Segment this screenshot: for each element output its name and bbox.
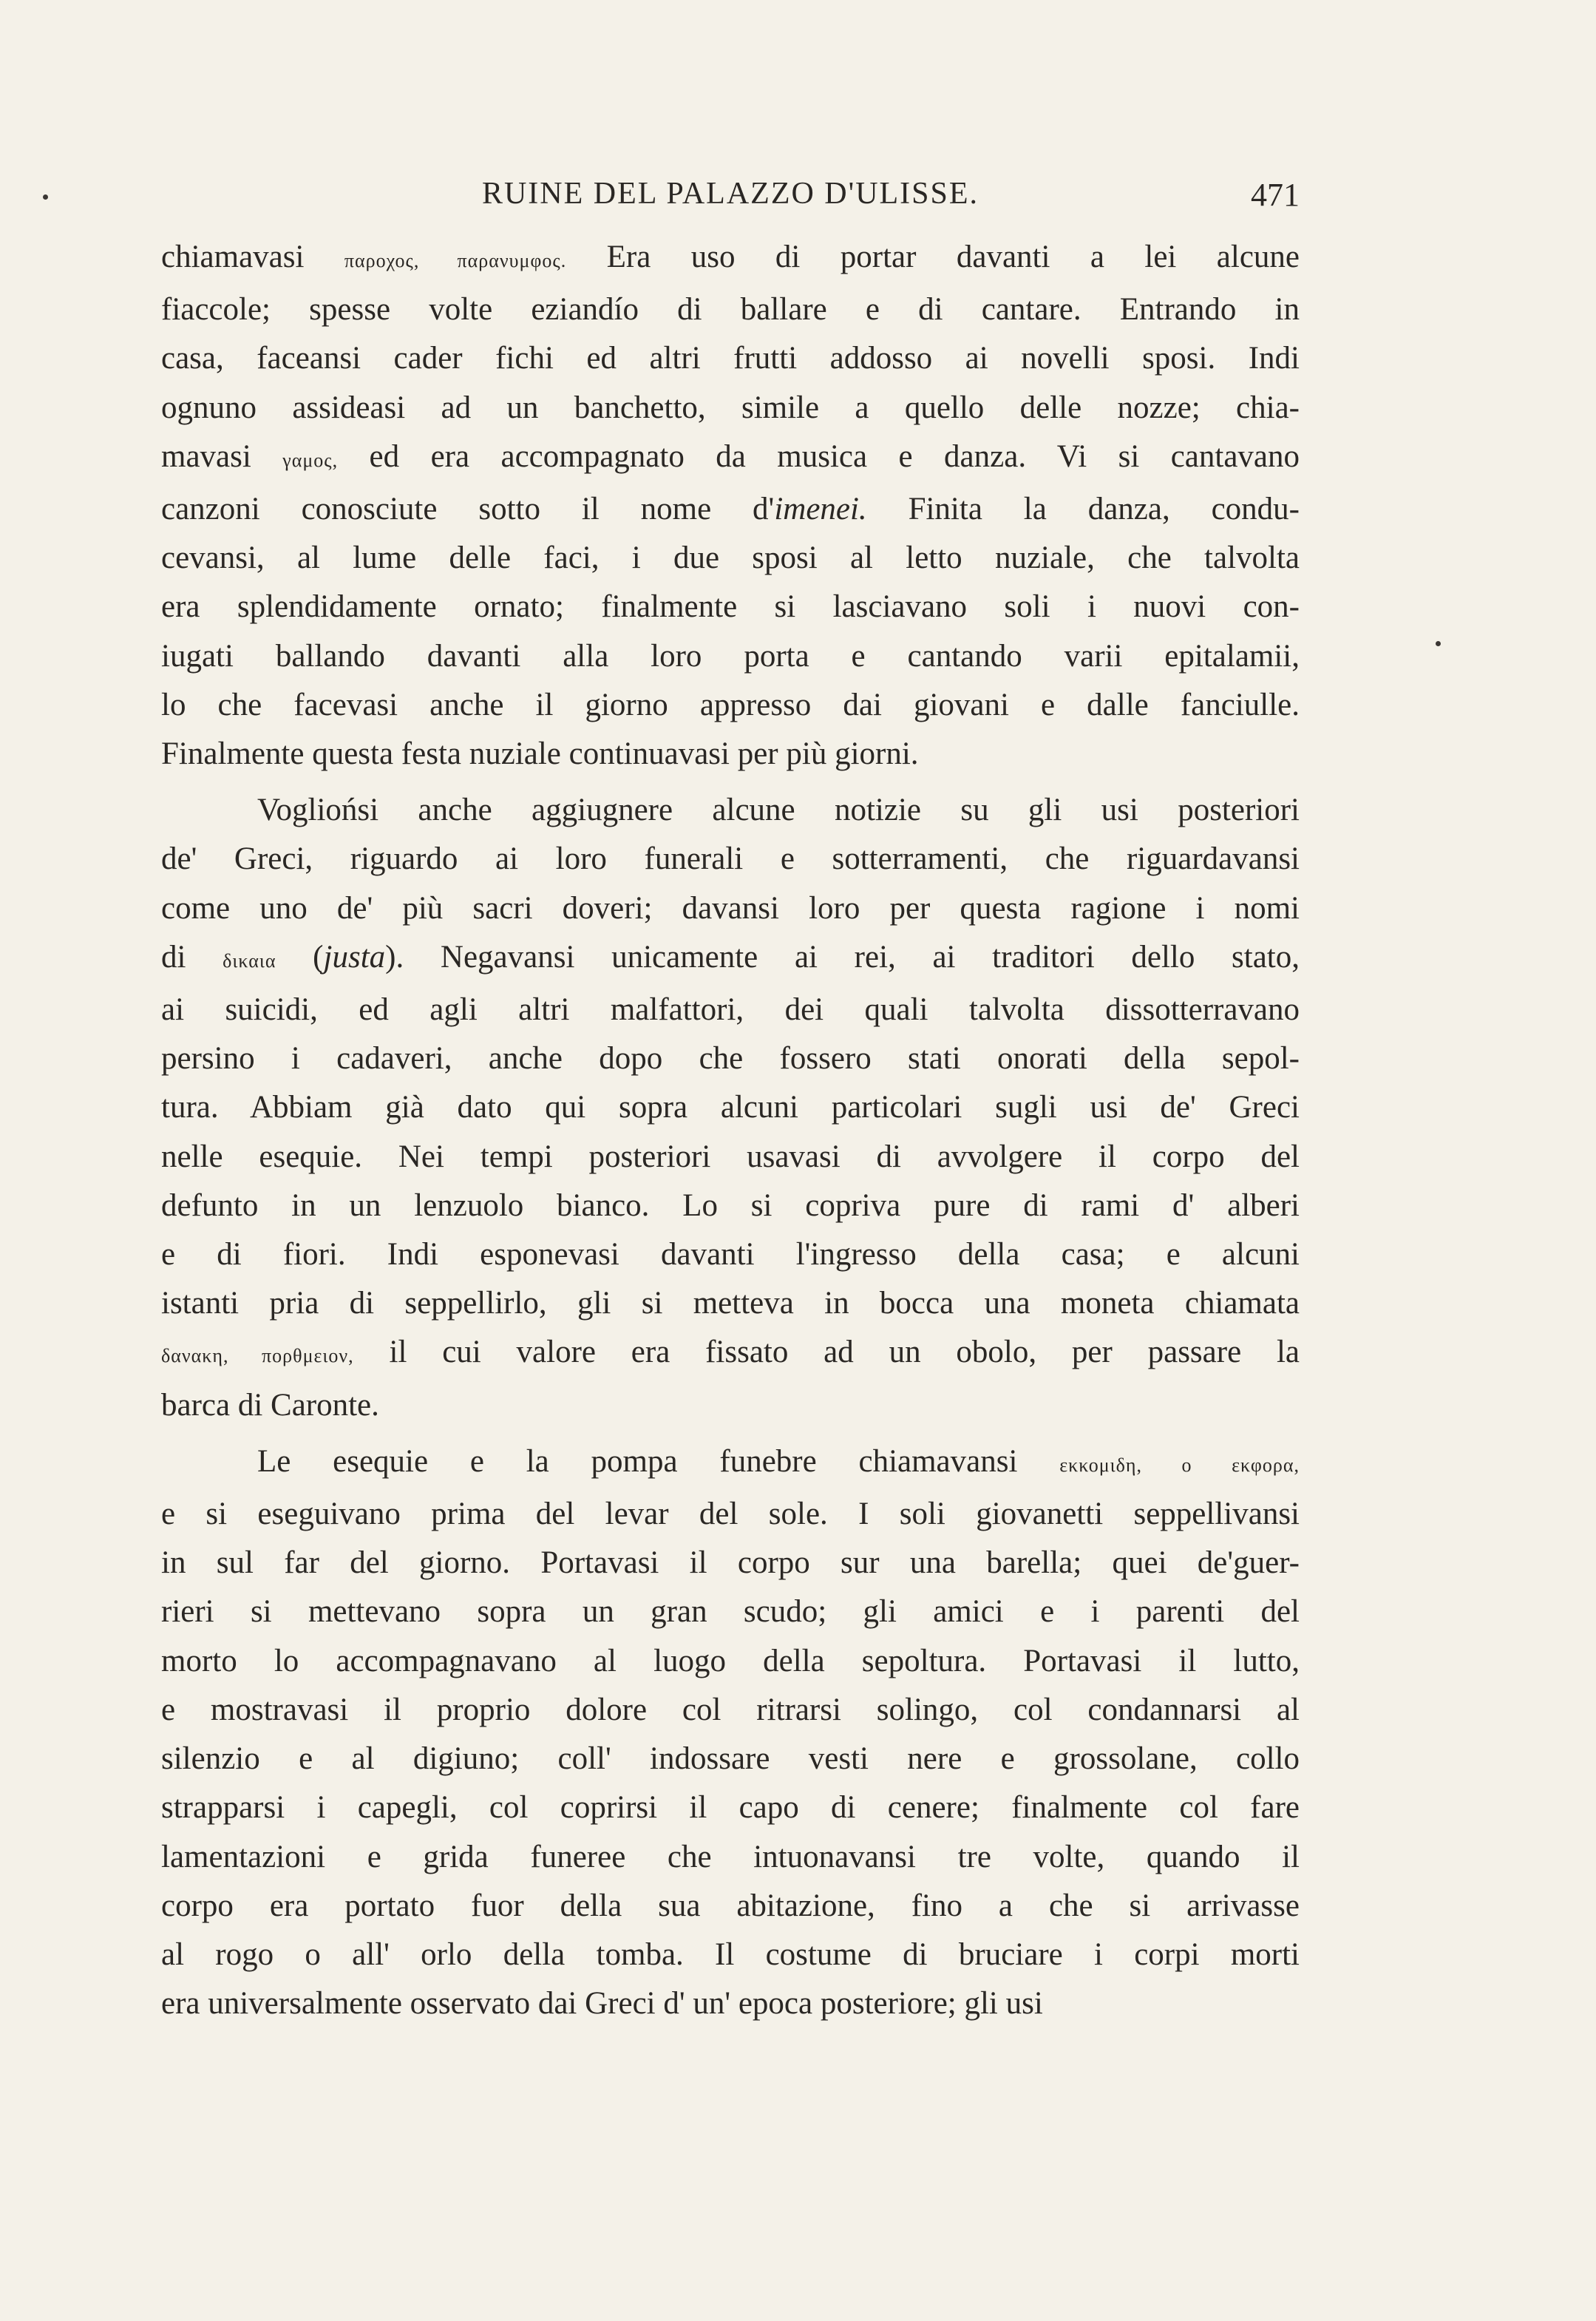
page-number: 471 (1251, 177, 1300, 213)
running-title: RUINE DEL PALAZZO D'ULISSE. (481, 177, 979, 211)
body-text (161, 233, 1300, 2028)
text-line (161, 1833, 1300, 1882)
text-run: tura. Abbiam già dato qui sopra alcuni particolari sugli usi de' Greci (161, 1090, 1300, 1125)
text-run: barca di Caronte. (161, 1387, 379, 1423)
text-line (161, 285, 1300, 334)
text-line (161, 1931, 1300, 1979)
text-run: canzoni conosciute sotto il nome d' (161, 492, 775, 527)
greek-term: γαμος, (282, 449, 339, 471)
text-run: Era uso di portar davanti a lei alcune (566, 240, 1300, 274)
text-run: lamentazioni e grida funeree che intuonavansi tre volte, quando il (161, 1839, 1300, 1874)
text-line (161, 1882, 1300, 1931)
text-line (161, 534, 1300, 583)
text-line (161, 1034, 1300, 1083)
greek-term: παροχος, παρανυμφος. (344, 250, 567, 271)
text-run: chiamavasi (161, 240, 344, 274)
text-line (161, 730, 1300, 779)
text-line (161, 1490, 1300, 1539)
text-line (161, 485, 1300, 534)
text-line (161, 835, 1300, 884)
text-line (161, 1539, 1300, 1588)
text-line (161, 583, 1300, 631)
text-line (161, 681, 1300, 730)
text-line (161, 433, 1300, 485)
margin-speck (1436, 641, 1441, 646)
text-run: persino i cadaveri, anche dopo che fossero stati onorati della sepol- (161, 1041, 1300, 1077)
text-line (161, 1437, 1300, 1490)
text-run: corpo era portato fuor della sua abitazione, fino a che si arrivasse (161, 1888, 1300, 1923)
text-run: in sul far del giorno. Portavasi il corpo sur una barella; quei de'guer- (161, 1545, 1300, 1581)
text-line (161, 384, 1300, 433)
text-run: strapparsi i capegli, col coprirsi il capo di cenere; finalmente col fare (161, 1790, 1300, 1826)
text-run: e di fiori. Indi esponevasi davanti l'ingresso della casa; e alcuni (161, 1237, 1300, 1273)
greek-term: εκκομιδη, ο εκφορα, (1059, 1454, 1300, 1476)
page-header (161, 176, 1300, 220)
text-run: fiaccole; spesse volte eziandío di ballare e di cantare. Entrando in (161, 292, 1300, 328)
text-line (161, 1133, 1300, 1182)
text-line (161, 1979, 1300, 2028)
text-run: ( (276, 939, 324, 975)
text-run: Le esequie e la pompa funebre chiamavansi (257, 1443, 1060, 1479)
margin-speck (43, 194, 48, 200)
text-line (161, 1083, 1300, 1132)
text-line (161, 1783, 1300, 1832)
text-line (161, 1381, 1300, 1430)
text-run: istanti pria di seppellirlo, gli si metteva in bocca una moneta chiamata (161, 1286, 1300, 1321)
text-line (161, 933, 1300, 986)
text-run: iugati ballando davanti alla loro porta e cantando varii epitalamii, (161, 638, 1300, 674)
text-line (161, 1328, 1300, 1380)
text-run: ognuno assideasi ad un banchetto, simile a quello delle nozze; chia- (161, 390, 1300, 425)
text-run: al rogo o all' orlo della tomba. Il costume di bruciare i corpi morti (161, 1937, 1300, 1972)
text-run: lo che facevasi anche il giorno appresso dai giovani e dalle fanciulle. (161, 687, 1300, 722)
text-run: rieri si mettevano sopra un gran scudo; gli amici e i parenti del (161, 1594, 1300, 1630)
text-line (161, 1279, 1300, 1328)
text-run: era splendidamente ornato; finalmente si lasciavano soli i nuovi con- (161, 589, 1300, 625)
text-line (161, 334, 1300, 383)
greek-term: δανακη, πορθμειον, (161, 1345, 354, 1367)
text-line (161, 1686, 1300, 1735)
text-run: di (161, 939, 223, 975)
text-run: morto lo accompagnavano al luogo della sepoltura. Portavasi il lutto, (161, 1643, 1300, 1678)
text-line (161, 986, 1300, 1034)
text-run: silenzio e al digiuno; coll' indossare vesti nere e grossolane, collo (161, 1741, 1300, 1777)
text-line (161, 1182, 1300, 1230)
text-run: e si eseguivano prima del levar del sole. I soli giovanetti seppellivansi (161, 1497, 1300, 1532)
text-run: defunto in un lenzuolo bianco. Lo si copriva pure di rami d' alberi (161, 1187, 1300, 1223)
text-line (161, 1230, 1300, 1279)
italic-term: imenei. (774, 492, 867, 527)
text-run: Finita la danza, condu- (866, 492, 1300, 527)
text-line (161, 884, 1300, 933)
text-run: de' Greci, riguardo ai loro funerali e sotterramenti, che riguardavansi (161, 841, 1300, 877)
text-run: casa, faceansi cader fichi ed altri frutti addosso ai novelli sposi. Indi (161, 341, 1300, 376)
text-line (161, 1735, 1300, 1783)
text-run: cevansi, al lume delle faci, i due sposi al letto nuziale, che talvolta (161, 541, 1300, 576)
text-run: era universalmente osservato dai Greci d' un' epoca posteriore; gli usi (161, 1986, 1043, 2022)
text-line (161, 1637, 1300, 1686)
text-run: il cui valore era fissato ad un obolo, per passare la (353, 1335, 1300, 1370)
text-run: e mostravasi il proprio dolore col ritrarsi solingo, col condannarsi al (161, 1692, 1300, 1727)
text-run: come uno de' più sacri doveri; davansi loro per questa ragione i nomi (161, 890, 1300, 926)
text-line (161, 1588, 1300, 1636)
text-run: ed era accompagnato da musica e danza. Vi si cantavano (338, 438, 1300, 474)
text-line (161, 632, 1300, 681)
greek-term: δικαια (223, 949, 276, 972)
text-run: ). Negavansi unicamente ai rei, ai traditori dello stato, (385, 939, 1300, 975)
text-line (161, 786, 1300, 835)
text-run: mavasi (161, 438, 283, 474)
text-run: Vogliońsi anche aggiugnere alcune notizie su gli usi posteriori (257, 793, 1300, 828)
italic-term: justa (323, 939, 386, 975)
text-run: ai suicidi, ed agli altri malfattori, dei quali talvolta dissotterravano (161, 992, 1300, 1028)
text-line (161, 233, 1300, 285)
text-run: nelle esequie. Nei tempi posteriori usavasi di avvolgere il corpo del (161, 1139, 1300, 1174)
text-run: Finalmente questa festa nuziale continuavasi per più giorni. (161, 736, 919, 772)
